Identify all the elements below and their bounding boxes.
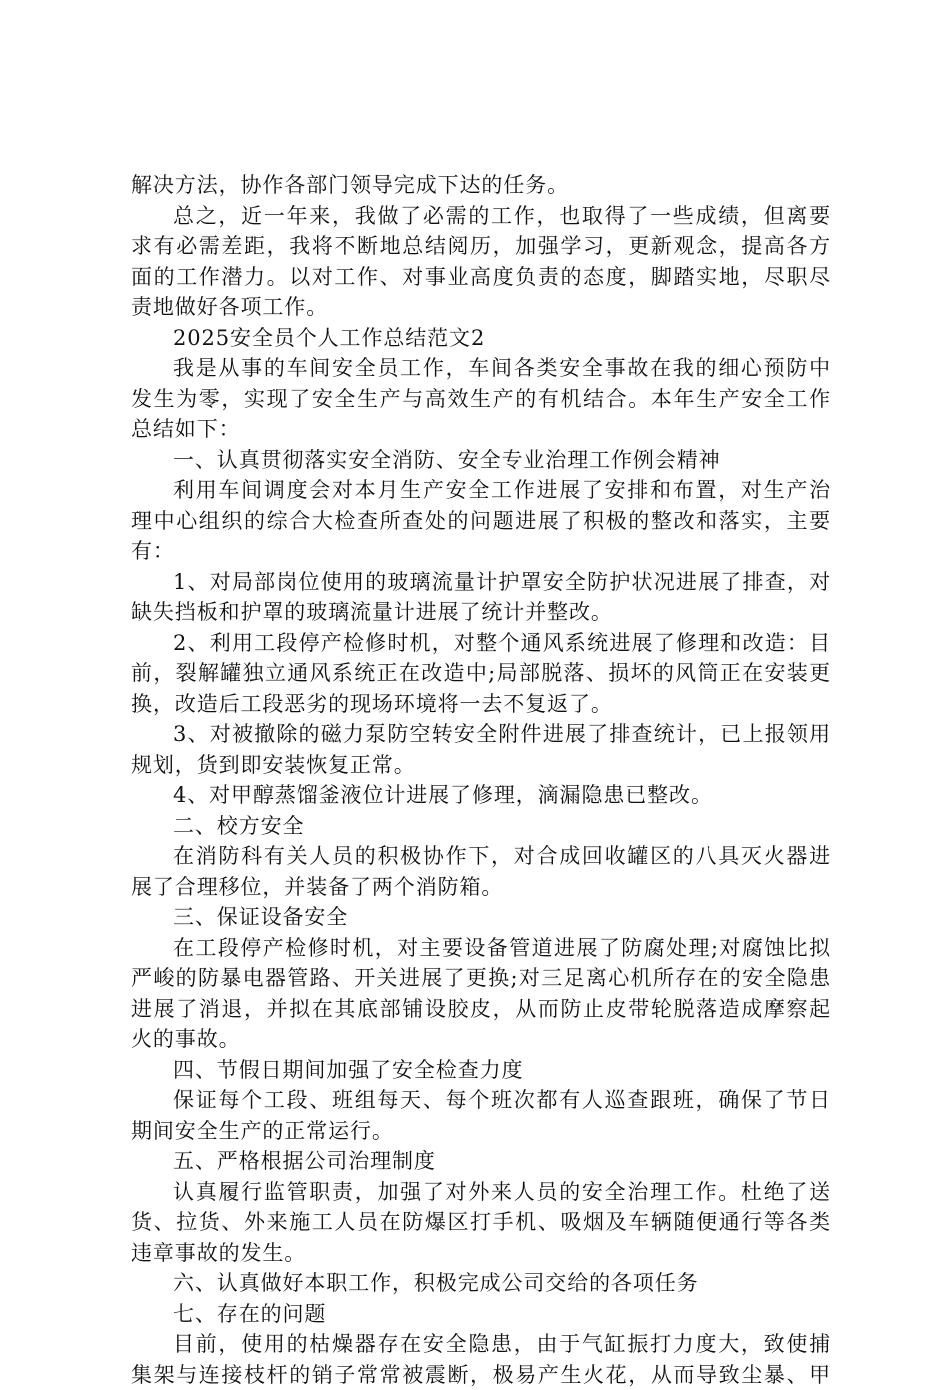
text-line: 六、认真做好本职工作，积极完成公司交给的各项任务 xyxy=(131,1268,831,1299)
text-line: 七、存在的问题 xyxy=(131,1299,831,1330)
text-line: 责地做好各项工作。 xyxy=(131,292,831,323)
text-line: 一、认真贯彻落实安全消防、安全专业治理工作例会精神 xyxy=(131,445,831,476)
text-line: 五、严格根据公司治理制度 xyxy=(131,1146,831,1177)
text-line: 火的事故。 xyxy=(131,1024,831,1055)
text-line: 1、对局部岗位使用的玻璃流量计护罩安全防护状况进展了排查，对 xyxy=(131,567,831,598)
text-line: 集架与连接枝杆的销子常常被震断，极易产生火花，从而导致尘暴、甲 xyxy=(131,1360,831,1390)
text-line: 前，裂解罐独立通风系统正在改造中;局部脱落、损坏的风筒正在安装更 xyxy=(131,658,831,689)
text-line: 2025安全员个人工作总结范文2 xyxy=(131,323,831,354)
text-line: 有： xyxy=(131,536,831,567)
text-line: 在消防科有关人员的积极协作下，对合成回收罐区的八具灭火器进 xyxy=(131,841,831,872)
text-line: 面的工作潜力。以对工作、对事业高度负责的态度，脚踏实地，尽职尽 xyxy=(131,262,831,293)
text-line: 换，改造后工段恶劣的现场环境将一去不复返了。 xyxy=(131,689,831,720)
text-line: 4、对甲醇蒸馏釜液位计进展了修理，滴漏隐患已整改。 xyxy=(131,780,831,811)
text-line: 2、利用工段停产检修时机，对整个通风系统进展了修理和改造：目 xyxy=(131,628,831,659)
text-line: 理中心组织的综合大检查所查处的问题进展了积极的整改和落实，主要 xyxy=(131,506,831,537)
text-line: 展了合理移位，并装备了两个消防箱。 xyxy=(131,872,831,903)
text-line: 发生为零，实现了安全生产与高效生产的有机结合。本年生产安全工作 xyxy=(131,384,831,415)
text-line: 解决方法，协作各部门领导完成下达的任务。 xyxy=(131,170,831,201)
text-line: 认真履行监管职责，加强了对外来人员的安全治理工作。杜绝了送 xyxy=(131,1177,831,1208)
text-line: 期间安全生产的正常运行。 xyxy=(131,1116,831,1147)
text-line: 我是从事的车间安全员工作，车间各类安全事故在我的细心预防中 xyxy=(131,353,831,384)
text-line: 缺失挡板和护罩的玻璃流量计进展了统计并整改。 xyxy=(131,597,831,628)
text-line: 在工段停产检修时机，对主要设备管道进展了防腐处理;对腐蚀比拟 xyxy=(131,933,831,964)
text-line: 违章事故的发生。 xyxy=(131,1238,831,1269)
text-line: 保证每个工段、班组每天、每个班次都有人巡查跟班，确保了节日 xyxy=(131,1085,831,1116)
document-page xyxy=(131,170,831,1390)
text-line: 规划，货到即安装恢复正常。 xyxy=(131,750,831,781)
text-line: 利用车间调度会对本月生产安全工作进展了安排和布置，对生产治 xyxy=(131,475,831,506)
text-line: 四、节假日期间加强了安全检查力度 xyxy=(131,1055,831,1086)
text-line: 严峻的防暴电器管路、开关进展了更换;对三足离心机所存在的安全隐患 xyxy=(131,963,831,994)
text-line: 求有必需差距，我将不断地总结阅历，加强学习，更新观念，提高各方 xyxy=(131,231,831,262)
text-line: 3、对被撤除的磁力泵防空转安全附件进展了排查统计，已上报领用 xyxy=(131,719,831,750)
text-line: 总之，近一年来，我做了必需的工作，也取得了一些成绩，但离要 xyxy=(131,201,831,232)
text-line: 进展了消退，并拟在其底部铺设胶皮，从而防止皮带轮脱落造成摩察起 xyxy=(131,994,831,1025)
text-line: 三、保证设备安全 xyxy=(131,902,831,933)
text-line: 二、校方安全 xyxy=(131,811,831,842)
text-line: 货、拉货、外来施工人员在防爆区打手机、吸烟及车辆随便通行等各类 xyxy=(131,1207,831,1238)
text-line: 目前，使用的枯燥器存在安全隐患，由于气缸振打力度大，致使捕 xyxy=(131,1329,831,1360)
text-line: 总结如下： xyxy=(131,414,831,445)
